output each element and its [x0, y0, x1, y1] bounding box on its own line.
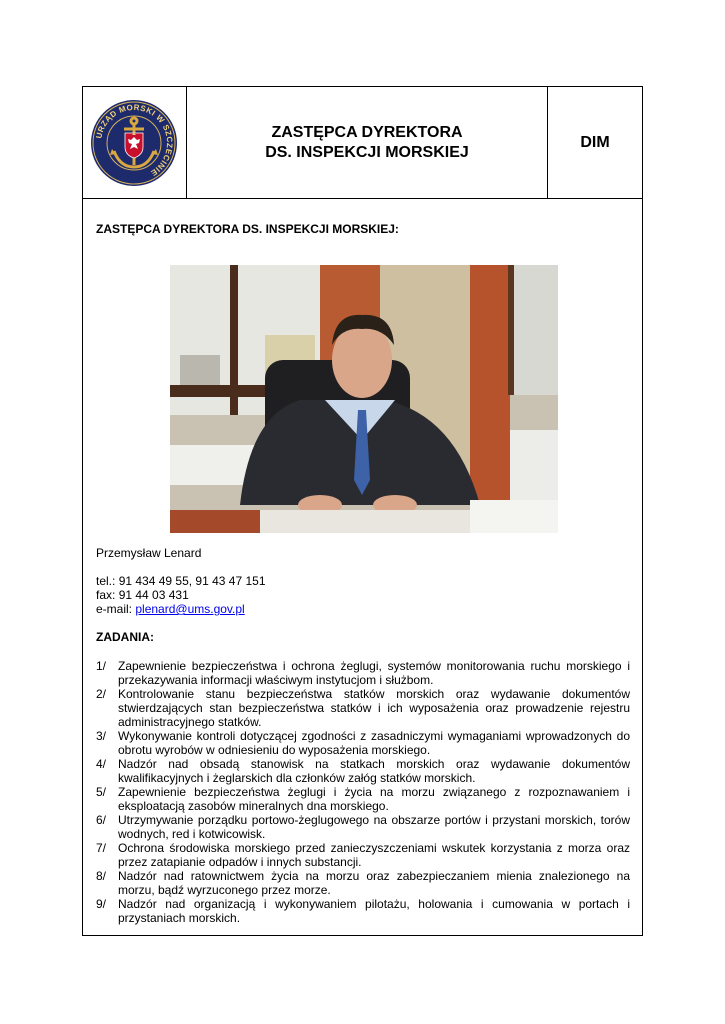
section-heading: ZASTĘPCA DYREKTORA DS. INSPEKCJI MORSKIEJ: [96, 222, 399, 236]
maritime-office-logo [90, 99, 178, 187]
task-item [96, 757, 630, 785]
task-item [96, 785, 630, 813]
email-link[interactable]: plenard@ums.gov.pl [135, 602, 245, 616]
contact-tel [96, 574, 630, 588]
task-number: 4/ [96, 757, 107, 771]
tel-label: tel.: [96, 574, 116, 588]
task-text: Nadzór nad organizacją i wykonywaniem pilotażu, holowania i cumowania w portach i przystaniach morskich. [118, 897, 630, 925]
task-item [96, 897, 630, 925]
title-line-1: ZASTĘPCA DYREKTORA [271, 123, 463, 141]
task-text: Nadzór nad ratownictwem życia na morzu oraz zabezpieczaniem mienia znalezionego na morzu, bądź wyrzuconego przez morze. [118, 869, 630, 897]
eagle-shield-icon [125, 133, 143, 158]
task-text: Utrzymywanie porządku portowo-żeglugowego na obszarze portów i przystani morskich, torów wodnych, red i kotwicowisk. [118, 813, 630, 841]
email-label: e-mail: [96, 602, 133, 616]
fax-value: 91 44 03 431 [118, 588, 189, 602]
task-item [96, 659, 630, 687]
task-item [96, 869, 630, 897]
task-text: Zapewnienie bezpieczeństwa żeglugi i życia na morzu związanego z rozpoznawaniem i eksploatacją zasobów mineralnych dna morskiego. [118, 785, 630, 813]
logo-ring-text: URZĄD MORSKI W SZCZECINIE [94, 102, 175, 178]
task-text: Zapewnienie bezpieczeństwa i ochrona żeglugi, systemów monitorowania ruchu morskiego i przekazywania informacji właściwym instytucjom i służbom. [118, 659, 630, 687]
task-text: Kontrolowanie stanu bezpieczeństwa statków morskich oraz wydawanie dokumentów stwierdzających stan bezpieczeństwa statków i ich wyposażenia oraz prowadzenie rejestru administracyjnego statków. [118, 687, 630, 729]
task-text: Wykonywanie kontroli dotyczącej zgodności z zasadniczymi wymaganiami wprowadzonych do obrotu wyrobów w odniesieniu do wyposażenia morskiego. [118, 729, 630, 757]
task-item [96, 841, 630, 869]
contact-fax [96, 588, 630, 602]
task-number: 6/ [96, 813, 107, 827]
person-name: Przemysław Lenard [96, 546, 202, 560]
task-number: 9/ [96, 897, 107, 911]
tasks-list-container [96, 659, 630, 925]
tasks-heading: ZADANIA: [96, 630, 154, 644]
title-line-2: DS. INSPEKCJI MORSKIEJ [265, 143, 469, 161]
task-number: 5/ [96, 785, 107, 799]
tel-value: 91 434 49 55, 91 43 47 151 [118, 574, 266, 588]
document-frame [82, 86, 643, 936]
task-number: 3/ [96, 729, 107, 743]
task-item [96, 813, 630, 841]
task-number: 2/ [96, 687, 107, 701]
task-number: 8/ [96, 869, 107, 883]
task-text: Nadzór nad obsadą stanowisk na statkach morskich oraz wydawanie dokumentów kwalifikacyjnych i żeglarskich dla członków załóg statków morskich. [118, 757, 630, 785]
portrait-photo [170, 265, 558, 533]
task-number: 1/ [96, 659, 107, 673]
task-item [96, 729, 630, 757]
task-text: Ochrona środowiska morskiego przed zanieczyszczeniami wskutek korzystania z morza oraz przez zatapianie odpadów i innych substancji. [118, 841, 630, 869]
department-code: DIM [580, 133, 610, 151]
task-number: 7/ [96, 841, 107, 855]
document-title [187, 87, 548, 198]
logo-cell [83, 87, 187, 198]
header-table [83, 87, 642, 199]
tasks-list [96, 659, 630, 925]
contact-block [96, 574, 630, 616]
contact-email [96, 602, 630, 616]
task-item [96, 687, 630, 729]
fax-label: fax: [96, 588, 116, 602]
